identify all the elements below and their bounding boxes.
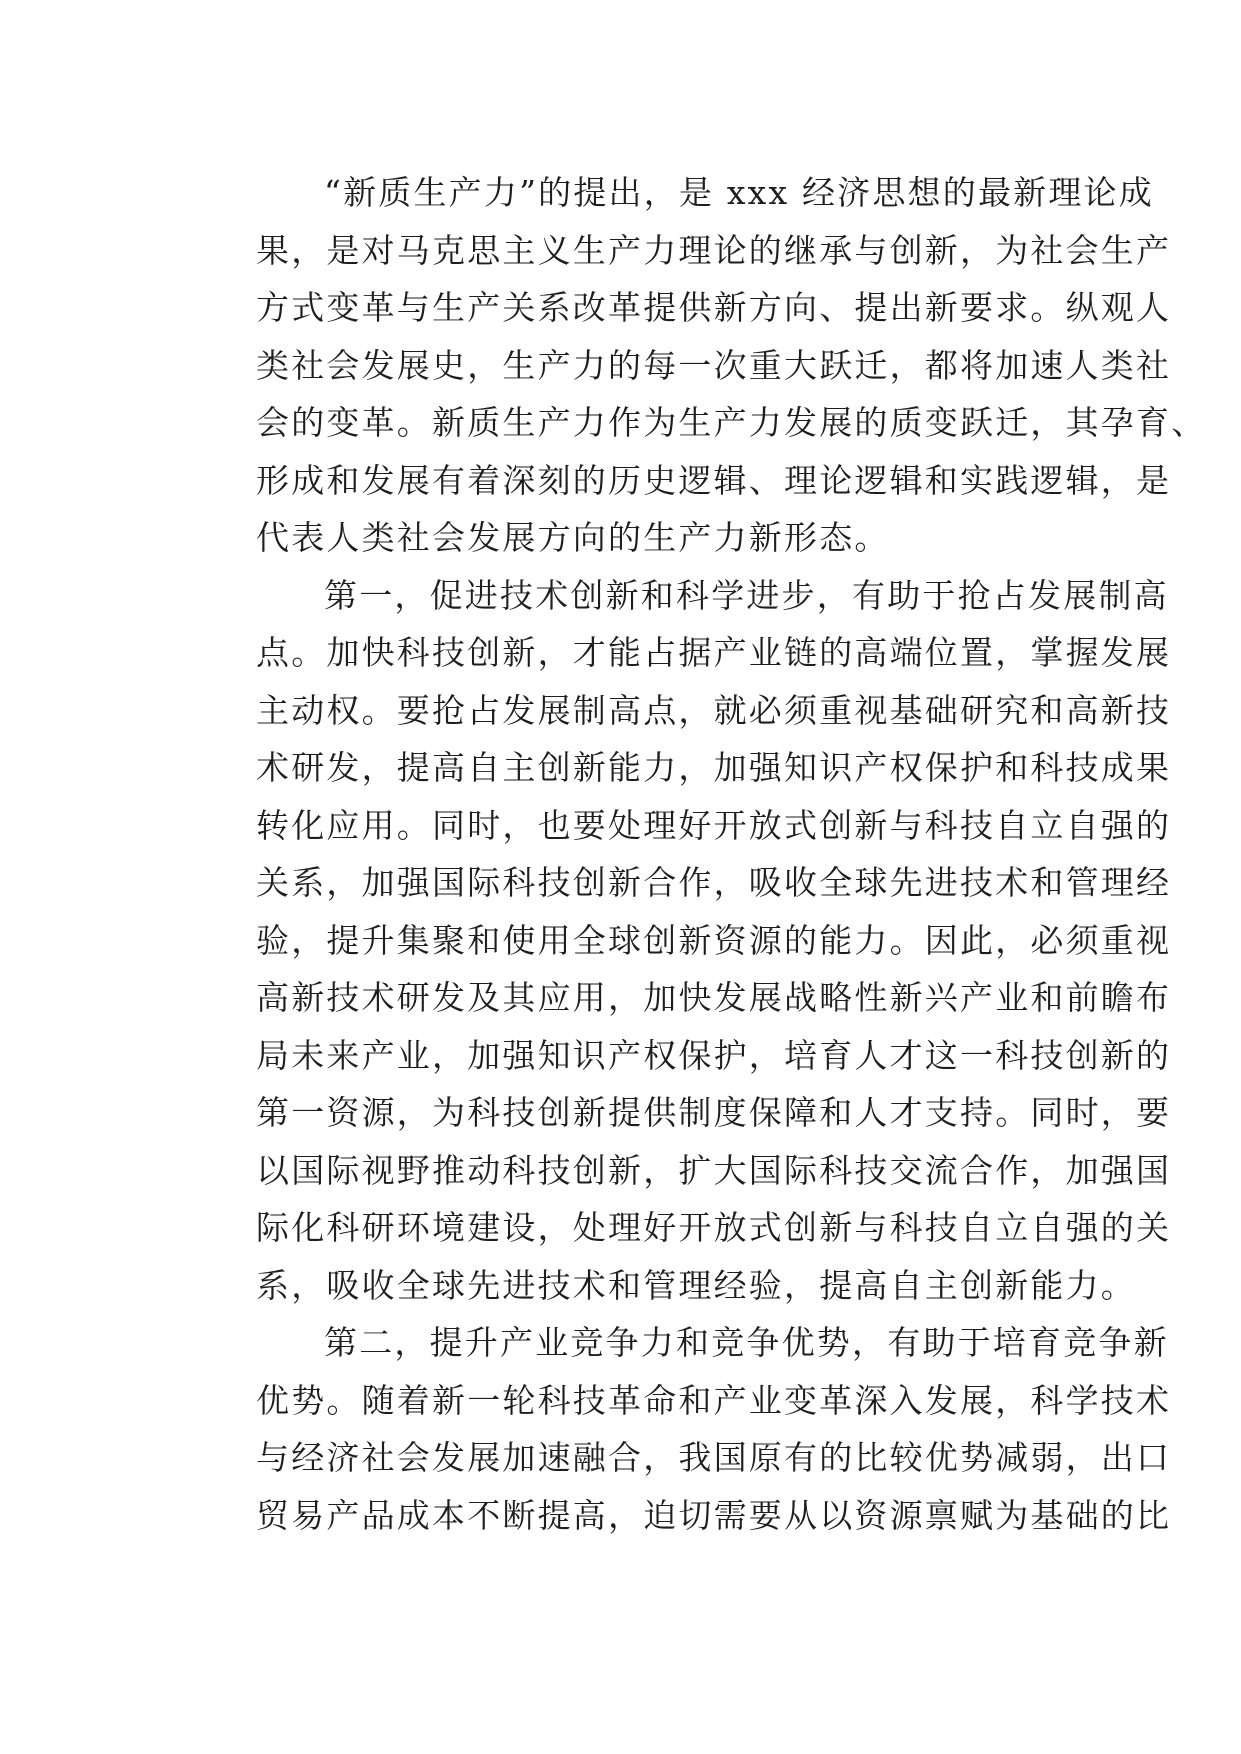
text-line: 以国际视野推动科技创新，扩大国际科技交流合作，加强国 [256,1150,1172,1190]
text-line: 与经济社会发展加速融合，我国原有的比较优势减弱，出口 [256,1438,1172,1477]
text-line: 术研发，提高自主创新能力，加强知识产权保护和科技成果 [256,748,1172,787]
text-line: 转化应用。同时，也要处理好开放式创新与科技自立自强的 [256,805,1172,845]
text-line: 主动权。要抢占发展制高点，就必须重视基础研究和高新技 [256,690,1172,730]
text-line: 第一，促进技术创新和科学进步，有助于抢占发展制高 [324,575,1169,615]
text-line: 际化科研环境建设，处理好开放式创新与科技自立自强的关 [256,1208,1172,1247]
document-body [190,164,1207,1544]
text-line: 优势。随着新一轮科技革命和产业变革深入发展，科学技术 [256,1380,1172,1420]
text-line: 代表人类社会发展方向的生产力新形态。 [256,518,890,557]
text-line: 会的变革。新质生产力作为生产力发展的质变跃迁，其孕育、 [256,403,1207,442]
text-line: 果，是对马克思主义生产力理论的继承与创新，为社会生产 [256,230,1172,270]
text-line: 验，提升集聚和使用全球创新资源的能力。因此，必须重视 [256,920,1172,960]
text-line: 局未来产业，加强知识产权保护，培育人才这一科技创新的 [256,1035,1172,1075]
text-line: 形成和发展有着深刻的历史逻辑、理论逻辑和实践逻辑，是 [256,460,1172,500]
paragraph-second-point [190,1314,1172,1544]
text-line: 类社会发展史，生产力的每一次重大跃迁，都将加速人类社 [256,345,1172,385]
text-line: 系，吸收全球先进技术和管理经验，提高自主创新能力。 [256,1265,1136,1305]
text-line: 第一资源，为科技创新提供制度保障和人才支持。同时，要 [256,1093,1172,1132]
text-line: 关系，加强国际科技创新合作，吸收全球先进技术和管理经 [256,863,1172,902]
text-line: “新质生产力”的提出，是 xxx 经济思想的最新理论成 [324,173,1154,212]
text-line: 贸易产品成本不断提高，迫切需要从以资源禀赋为基础的比 [256,1495,1172,1535]
text-line: 点。加快科技创新，才能占据产业链的高端位置，掌握发展 [256,633,1172,672]
paragraph-intro [190,164,1207,567]
paragraph-first-point [190,567,1172,1315]
text-line: 方式变革与生产关系改革提供新方向、提出新要求。纵观人 [256,288,1172,327]
text-line: 高新技术研发及其应用，加快发展战略性新兴产业和前瞻布 [256,978,1172,1017]
text-line: 第二，提升产业竞争力和竞争优势，有助于培育竞争新 [324,1323,1169,1362]
